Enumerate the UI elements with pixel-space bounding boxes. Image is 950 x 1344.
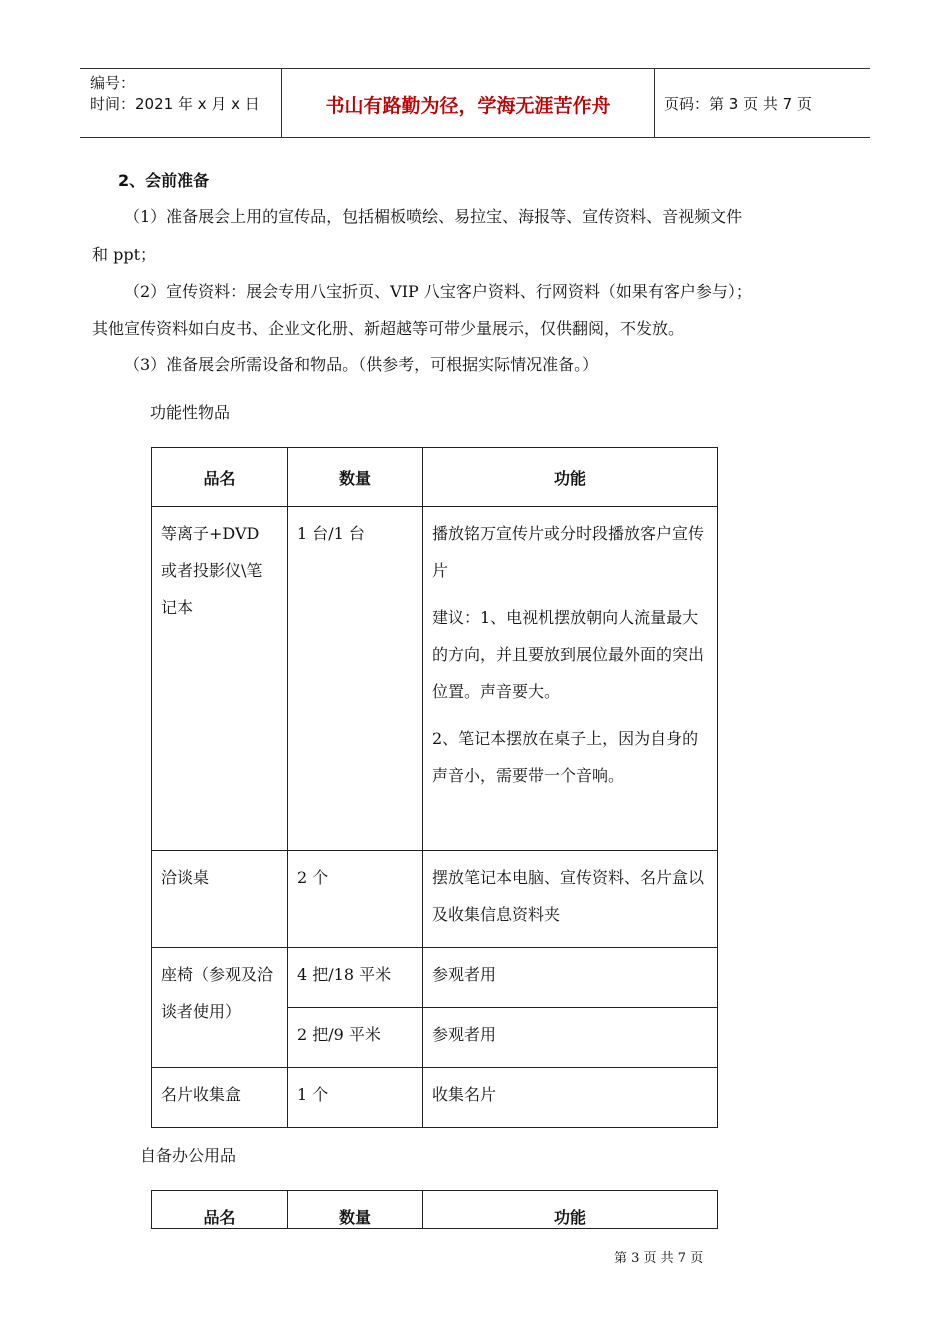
function-paragraph: 2、笔记本摆放在桌子上，因为自身的声音小，需要带一个音响。 [432,729,699,785]
column-header: 功能 [423,448,718,507]
function-paragraph: 播放铭万宣传片或分时段播放客户宣传片 [432,524,705,580]
item-function: 摆放笔记本电脑、宣传资料、名片盒以及收集信息资料夹 [432,868,705,924]
item-function [432,507,708,794]
table-header-row [152,448,718,507]
table-row [152,1068,718,1128]
column-header: 品名 [152,1191,288,1229]
doc-date: 时间：2021 年 x 月 x 日 [90,95,260,113]
item-name: 等离子+DVD 或者投影仪\笔记本 [161,524,263,617]
table-row [152,948,718,1008]
item-quantity: 1 台/1 台 [297,524,365,543]
header-divider [654,69,655,137]
item-function: 参观者用 [432,965,497,984]
item-name: 洽谈桌 [161,868,210,887]
item-quantity: 1 个 [297,1085,329,1104]
page-header [80,68,870,138]
paragraph-1-line-1: （1）准备展会上用的宣传品，包括楣板喷绘、易拉宝、海报等、宣传资料、音视频文件 [124,207,743,226]
page-footer: 第 3 页 共 7 页 [614,1251,704,1266]
column-header: 功能 [423,1191,718,1229]
item-quantity: 2 个 [297,868,329,887]
table-row [152,507,718,851]
paragraph-1-line-2: 和 ppt； [92,245,157,264]
item-name: 座椅（参观及洽谈者使用） [161,965,274,1021]
table-header-row [152,1191,718,1229]
header-divider [281,69,282,137]
item-quantity: 4 把/18 平米 [297,965,392,984]
header-motto: 书山有路勤为径，学海无涯苦作舟 [325,95,611,117]
table-caption: 功能性物品 [150,403,231,422]
paragraph-2-line-1: （2）宣传资料：展会专用八宝折页、VIP 八宝客户资料、行网资料（如果有客户参与）； [124,282,752,301]
table-row [152,851,718,948]
functional-items-table [151,447,718,1128]
paragraph-2-line-2: 其他宣传资料如白皮书、企业文化册、新超越等可带少量展示，仅供翻阅，不发放。 [92,319,685,338]
column-header: 品名 [152,448,288,507]
column-header: 数量 [288,1191,423,1229]
item-function: 收集名片 [432,1085,497,1104]
paragraph-3: （3）准备展会所需设备和物品。（供参考，可根据实际情况准备。） [124,355,599,374]
item-name: 名片收集盒 [161,1085,242,1104]
office-supplies-table [151,1190,718,1229]
header-meta [90,73,280,115]
doc-number-label: 编号： [90,74,136,92]
column-header: 数量 [288,448,423,507]
item-quantity: 2 把/9 平米 [297,1025,381,1044]
table-caption: 自备办公用品 [140,1146,237,1165]
item-function: 参观者用 [432,1025,497,1044]
function-paragraph: 建议：1、电视机摆放朝向人流量最大的方向，并且要放到展位最外面的突出位置。声音要大。 [432,608,705,701]
section-title: 2、会前准备 [118,171,210,190]
header-page-info: 页码：第 3 页 共 7 页 [664,95,812,113]
